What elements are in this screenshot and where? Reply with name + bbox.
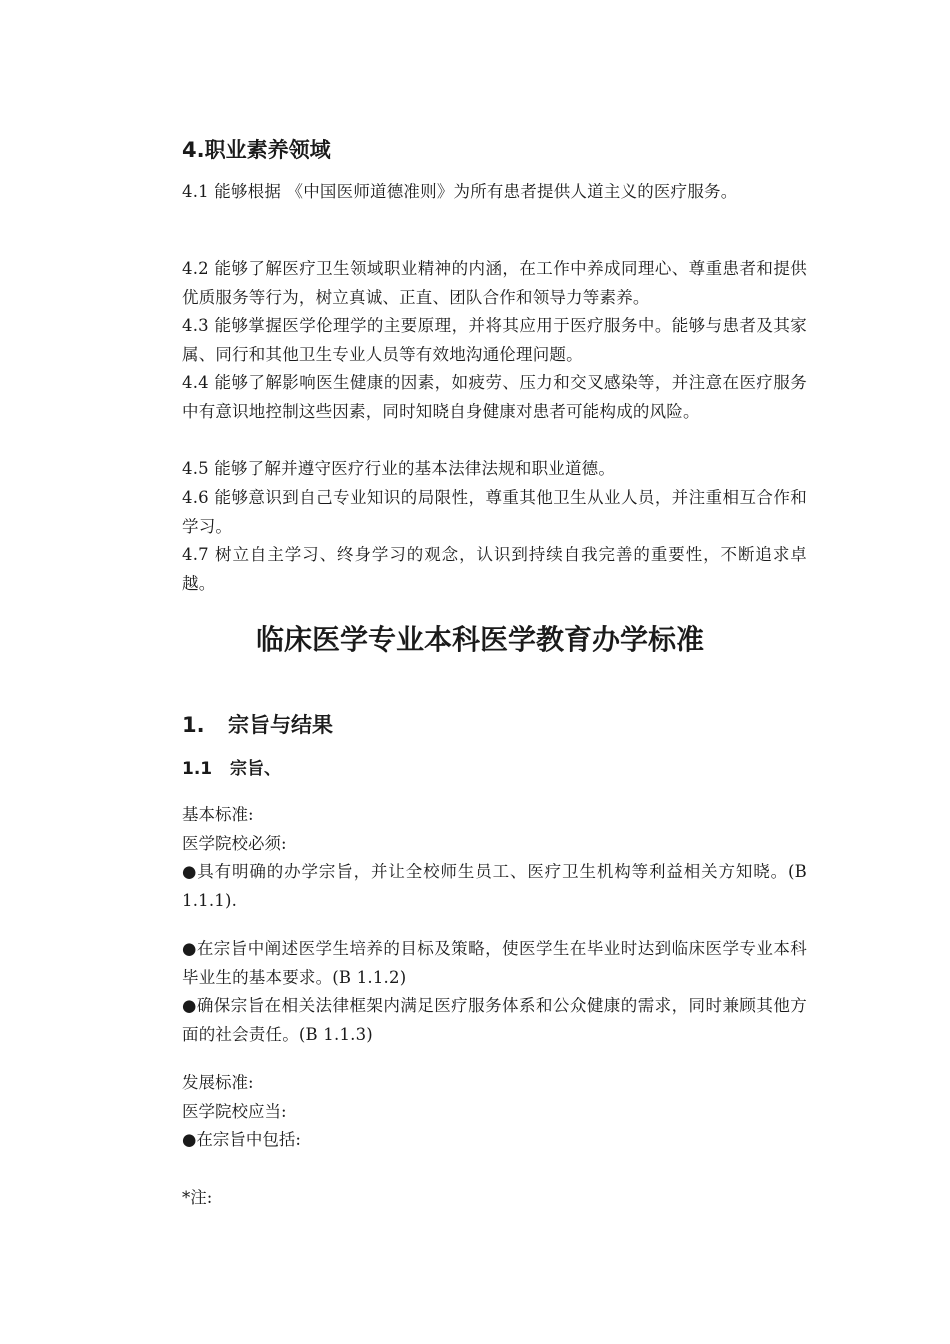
development-standard-lead: 医学院校应当: xyxy=(182,1102,287,1121)
document-title: 临床医学专业本科医学教育办学标准 xyxy=(255,623,704,656)
item-4-3: 4.3 能够掌握医学伦理学的主要原理，并将其应用于医疗服务中。能够与患者及其家属、同行和其他卫生专业人员等有效地沟通伦理问题。 xyxy=(182,316,807,364)
heading-1 xyxy=(182,710,333,740)
basic-standard-lead: 医学院校必须: xyxy=(182,834,287,853)
basic-standard-label: 基本标准: xyxy=(182,805,254,824)
basic-bullet-3: ●确保宗旨在相关法律框架内满足医疗服务体系和公众健康的需求，同时兼顾其他方面的社会责任。(B 1.1.3) xyxy=(182,996,807,1044)
item-4-6: 4.6 能够意识到自己专业知识的局限性，尊重其他卫生从业人员，并注重相互合作和学习。 xyxy=(182,488,807,536)
item-4-4: 4.4 能够了解影响医生健康的因素，如疲劳、压力和交叉感染等，并注意在医疗服务中有意识地控制这些因素，同时知晓自身健康对患者可能构成的风险。 xyxy=(182,373,807,421)
item-4-1: 4.1 能够根据 《中国医师道德准则》为所有患者提供人道主义的医疗服务。 xyxy=(182,182,738,201)
item-4-7: 4.7 树立自主学习、终身学习的观念，认识到持续自我完善的重要性，不断追求卓越。 xyxy=(182,545,807,593)
item-4-2: 4.2 能够了解医疗卫生领域职业精神的内涵，在工作中养成同理心、尊重患者和提供优质服务等行为，树立真诚、正直、团队合作和领导力等素养。 xyxy=(182,259,807,307)
section-heading: 4.职业素养领域 xyxy=(182,138,331,162)
basic-bullet-1: ●具有明确的办学宗旨，并让全校师生员工、医疗卫生机构等利益相关方知晓。(B 1.1.1). xyxy=(182,862,807,910)
basic-bullet-2: ●在宗旨中阐述医学生培养的目标及策略，使医学生在毕业时达到临床医学专业本科毕业生的基本要求。(B 1.1.2) xyxy=(182,939,807,987)
heading-1-text: 宗旨与结果 xyxy=(228,713,333,737)
heading-1-1-text: 宗旨、 xyxy=(230,759,281,779)
heading-1-number: 1. xyxy=(182,713,205,737)
development-standard-label: 发展标准: xyxy=(182,1073,254,1092)
heading-1-1 xyxy=(182,756,281,782)
development-bullet: ●在宗旨中包括: xyxy=(182,1130,301,1149)
item-4-5: 4.5 能够了解并遵守医疗行业的基本法律法规和职业道德。 xyxy=(182,459,616,478)
heading-1-1-number: 1.1 xyxy=(182,759,213,779)
note-label: *注: xyxy=(182,1188,213,1207)
